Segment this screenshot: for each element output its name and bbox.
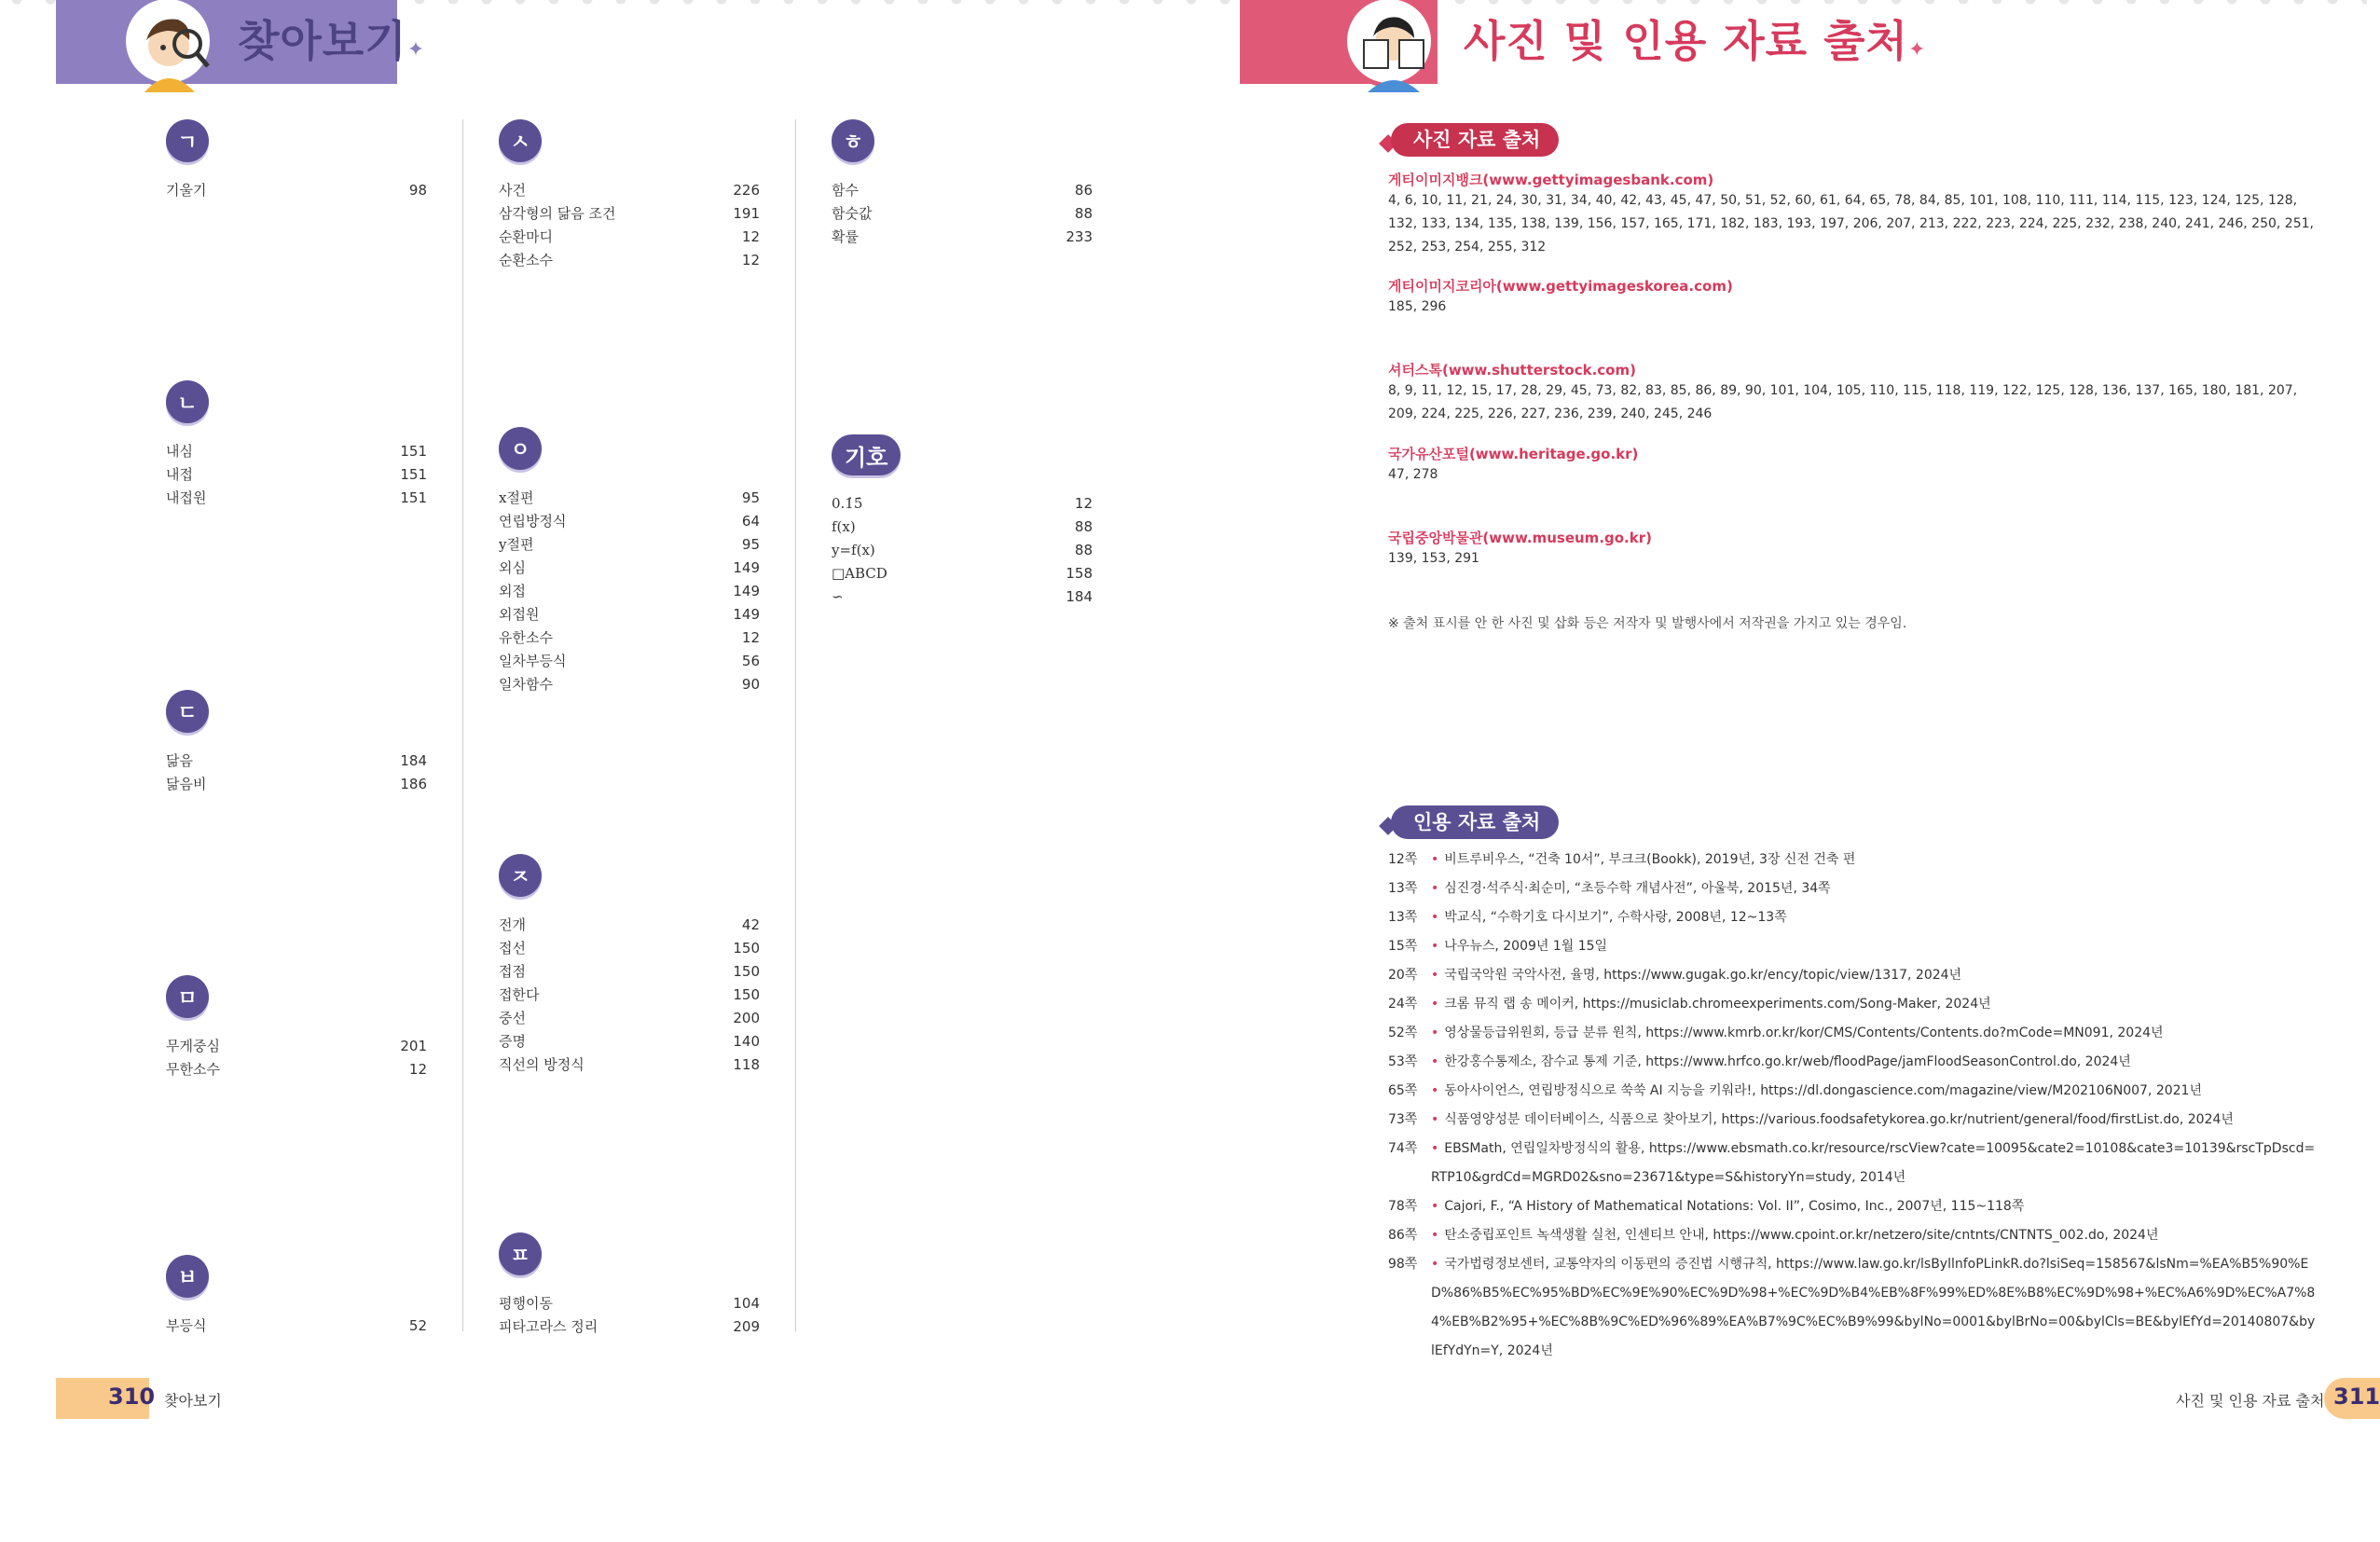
- index-term: 직선의 방정식: [499, 1056, 585, 1073]
- photo-source-name: 게티이미지코리아(www.gettyimageskorea.com): [1388, 278, 1733, 295]
- citation-list: [1388, 846, 2316, 1366]
- bullet-icon: •: [1431, 1141, 1439, 1156]
- index-entry: [499, 179, 760, 202]
- citation-page: 13쪽: [1388, 910, 1418, 925]
- citation-page: 74쪽: [1388, 1141, 1418, 1156]
- index-page-number: 104: [733, 1295, 760, 1312]
- index-section: [166, 380, 427, 510]
- index-entry: [166, 1058, 427, 1081]
- index-entry: [499, 487, 760, 510]
- index-page-number: 184: [400, 752, 427, 769]
- index-letter-badge: ㅈ: [499, 854, 542, 897]
- citation-page: 12쪽: [1388, 852, 1418, 867]
- photo-source-pages: 139, 153, 291: [1388, 551, 1479, 566]
- citation-item: [1388, 1048, 2316, 1077]
- index-term: 내접: [166, 466, 193, 483]
- citation-page: 24쪽: [1388, 997, 1418, 1012]
- index-term: 유한소수: [499, 629, 553, 646]
- index-term: y절편: [499, 536, 534, 553]
- index-entry: [499, 650, 760, 673]
- index-entry: [166, 750, 427, 773]
- bullet-icon: •: [1431, 910, 1439, 925]
- index-term: 피타고라스 정리: [499, 1318, 598, 1335]
- index-entry: [166, 1315, 427, 1338]
- index-section: [166, 690, 427, 796]
- index-entry: [832, 202, 1093, 226]
- citation-item: [1388, 990, 2316, 1019]
- photo-source: [1388, 360, 2316, 426]
- index-term: 중선: [499, 1010, 526, 1026]
- index-page-number: 12: [741, 228, 760, 245]
- bullet-icon: •: [1431, 997, 1439, 1012]
- copyright-note: ※ 출처 표시를 안 한 사진 및 삽화 등은 저작자 및 발행사에서 저작권을 가지고 있는 경우임.: [1388, 616, 1907, 631]
- index-page-number: 12: [408, 1061, 427, 1078]
- reading-character-icon: [1342, 0, 1436, 88]
- citation-text: 박교식, “수학기호 다시보기”, 수학사랑, 2008년, 12~13쪽: [1444, 910, 1787, 925]
- index-page-number: 191: [733, 205, 760, 222]
- photo-source-name: 국가유산포털(www.heritage.go.kr): [1388, 446, 1639, 462]
- citation-text: 한강홍수통제소, 잠수교 통제 기준, https://www.hrfco.go.kr/web/floodPage/jamFloodSeasonControl.do, 2024년: [1444, 1054, 2131, 1069]
- index-entry: [499, 1030, 760, 1053]
- index-term: 접한다: [499, 986, 540, 1003]
- page-title-index: 찾아보기✦: [238, 16, 426, 66]
- citation-heading-label: 인용 자료 출처: [1391, 805, 1559, 839]
- index-term: 순환소수: [499, 252, 553, 268]
- index-term: x절편: [499, 489, 534, 506]
- citation-text: 크롬 뮤직 랩 송 메이커, https://musiclab.chromeexperiments.com/Song-Maker, 2024년: [1444, 997, 1991, 1012]
- citation-text: 국가법령정보센터, 교통약자의 이동편의 증진법 시행규칙, https://www.law.go.kr/lsByllnfoPLinkR.do?lsiSeq=158567&lsNm=%EA%B5%90%ED%86%B5%EC%95%BD%EC%9E%90%EC%9D%98+%EC%9D%B4%EB%8F%99%ED%8E%B8%EC%9D%98+%EC%A6%9D%EC%A7%84%EB%B2%95+%EC%8B%9C%ED%96%89%EA%B7%9C%EC%B9%99&bylNo=0001&bylBrNo=00&bylCls=BE&bylEfYd=20140807&bylEfYdYn=Y, 2024년: [1431, 1257, 2316, 1358]
- index-page-number: 149: [733, 606, 760, 623]
- sparkle-icon: ✦: [406, 38, 426, 62]
- bullet-icon: •: [1431, 1199, 1439, 1214]
- sparkle-icon: ✦: [1907, 38, 1927, 62]
- index-section: [499, 427, 760, 696]
- photo-source-pages: 47, 278: [1388, 467, 1438, 482]
- index-term: 사건: [499, 182, 526, 199]
- index-page-number: 150: [733, 940, 760, 957]
- index-term: 전개: [499, 916, 526, 933]
- index-term: 내접원: [166, 489, 207, 506]
- citation-text: 식품영양성분 데이터베이스, 식품으로 찾아보기, https://various.foodsafetykorea.go.kr/nutrient/general/food/firstList.do, 2024년: [1444, 1112, 2234, 1127]
- citation-item: [1388, 1106, 2316, 1135]
- bullet-icon: •: [1431, 1026, 1439, 1040]
- index-term: 확률: [832, 228, 859, 245]
- index-term: y=f(x): [832, 542, 875, 558]
- index-page-number: 86: [1074, 182, 1093, 199]
- index-page-number: 64: [741, 513, 760, 530]
- index-entry: [166, 773, 427, 796]
- index-page-number: 88: [1074, 518, 1093, 535]
- index-entry: [499, 626, 760, 650]
- citation-page: 13쪽: [1388, 881, 1418, 896]
- index-entry: [499, 510, 760, 533]
- photo-source-pages: 185, 296: [1388, 299, 1447, 314]
- index-page-number: 88: [1074, 205, 1093, 222]
- index-page-number: 150: [733, 963, 760, 980]
- index-page-number: 118: [733, 1056, 760, 1073]
- index-term: 일차함수: [499, 676, 553, 693]
- index-section: [166, 975, 427, 1081]
- index-term: 연립방정식: [499, 513, 567, 530]
- citation-text: 국립국악원 국악사전, 율명, https://www.gugak.go.kr/ency/topic/view/1317, 2024년: [1444, 968, 1962, 983]
- index-entry: [499, 984, 760, 1007]
- index-page-number: 88: [1074, 542, 1093, 558]
- index-entry: [499, 1315, 760, 1339]
- index-section: [166, 119, 427, 202]
- index-section: [499, 1232, 760, 1339]
- index-letter-badge: ㄴ: [166, 380, 209, 423]
- index-term: 삼각형의 닮음 조건: [499, 205, 616, 222]
- photo-source-name: 게티이미지뱅크(www.gettyimagesbank.com): [1388, 172, 1714, 188]
- index-page-number: 52: [408, 1317, 427, 1334]
- index-page-number: 209: [733, 1318, 760, 1335]
- index-page-number: 150: [733, 986, 760, 1003]
- index-entry: [166, 179, 427, 202]
- index-page-number: 12: [741, 629, 760, 646]
- citation-text: 탄소중립포인트 녹색생활 실천, 인센티브 안내, https://www.cpoint.or.kr/netzero/site/cntnts/CNTNTS_002.do, 2024년: [1444, 1228, 2159, 1243]
- citation-page: 52쪽: [1388, 1026, 1418, 1040]
- index-entry: [499, 603, 760, 626]
- index-entry: [499, 1292, 760, 1315]
- citation-text: 영상물등급위원회, 등급 분류 원칙, https://www.kmrb.or.kr/kor/CMS/Contents/Contents.do?mCode=MN091, 2024년: [1444, 1026, 2164, 1040]
- photo-heading-label: 사진 자료 출처: [1391, 123, 1559, 157]
- index-page-number: 95: [741, 536, 760, 553]
- index-letter-badge: ㅂ: [166, 1255, 209, 1298]
- index-entry: [499, 937, 760, 960]
- photo-source-pages: 8, 9, 11, 12, 15, 17, 28, 29, 45, 73, 82, 83, 85, 86, 89, 90, 101, 104, 105, 110, 115, 118, 119, 122, 125, 128, 136, 137, 165, 180, 181, 207, 209, 224, 225, 226, 227, 236, 239, 240, 245, 246: [1388, 383, 2298, 421]
- citation-item: [1388, 1250, 2316, 1366]
- index-letter-badge: ㅁ: [166, 975, 209, 1018]
- index-page-number: 233: [1066, 228, 1093, 245]
- index-page-number: 140: [733, 1033, 760, 1050]
- index-entry: [166, 463, 427, 487]
- index-entry: [832, 179, 1093, 202]
- citation-page: 53쪽: [1388, 1054, 1418, 1069]
- bullet-icon: •: [1431, 1228, 1439, 1243]
- index-entry: [832, 226, 1093, 249]
- index-page-number: 226: [733, 182, 760, 199]
- photo-source: [1388, 444, 2316, 487]
- index-letter-badge: ㄱ: [166, 119, 209, 162]
- photo-source: [1388, 276, 2316, 319]
- index-term: 함수: [832, 182, 859, 199]
- index-entry: [499, 533, 760, 557]
- index-section: [499, 119, 760, 272]
- index-term: 기울기: [166, 182, 207, 199]
- footer-right-label: 사진 및 인용 자료 출처: [2176, 1392, 2325, 1410]
- photo-source: [1388, 528, 2316, 571]
- citation-item: [1388, 1221, 2316, 1250]
- bullet-icon: •: [1431, 881, 1439, 896]
- index-term: 순환마디: [499, 228, 553, 245]
- index-entry: [499, 202, 760, 226]
- photo-source-name: 셔터스톡(www.shutterstock.com): [1388, 362, 1636, 379]
- page-number-left: 310: [108, 1384, 156, 1410]
- citation-item: [1388, 961, 2316, 990]
- index-term: ∽: [832, 588, 844, 605]
- index-entry: [499, 1053, 760, 1077]
- index-term: 무한소수: [166, 1061, 220, 1078]
- citation-text: Cajori, F., “A History of Mathematical Notations: Vol. II”, Cosimo, Inc., 2007년, 115~118쪽: [1444, 1199, 2025, 1214]
- index-page-number: 149: [733, 559, 760, 576]
- citation-text: 나우뉴스, 2009년 1월 15일: [1444, 939, 1608, 954]
- index-entry: [499, 914, 760, 937]
- index-entry: [499, 960, 760, 984]
- citation-item: [1388, 846, 2316, 874]
- index-letter-badge: ㅅ: [499, 119, 542, 162]
- index-term: 부등식: [166, 1317, 207, 1334]
- index-term: 함숫값: [832, 205, 873, 222]
- citation-item: [1388, 932, 2316, 961]
- index-entry: [166, 1035, 427, 1058]
- citation-text: 심진경·석주식·최순미, “초등수학 개념사전”, 아울북, 2015년, 34쪽: [1444, 881, 1831, 896]
- bullet-icon: •: [1431, 1112, 1439, 1127]
- citation-page: 86쪽: [1388, 1228, 1418, 1243]
- index-term: 평행이동: [499, 1295, 553, 1312]
- index-section: [832, 119, 1093, 249]
- index-entry: [166, 440, 427, 463]
- index-term: 접점: [499, 963, 526, 980]
- citation-page: 15쪽: [1388, 939, 1418, 954]
- index-term: 0.1̇5̇: [832, 495, 863, 512]
- index-page-number: 56: [741, 653, 760, 669]
- citation-page: 98쪽: [1388, 1257, 1418, 1272]
- index-entry: [832, 539, 1093, 562]
- page-title-sources: 사진 및 인용 자료 출처✦: [1464, 16, 1927, 66]
- index-page-number: 184: [1066, 588, 1093, 605]
- index-term: 외심: [499, 559, 526, 576]
- index-entry: [499, 1007, 760, 1030]
- index-page-number: 98: [408, 182, 427, 199]
- bullet-icon: •: [1431, 939, 1439, 954]
- index-entry: [499, 249, 760, 272]
- photo-source-name: 국립중앙박물관(www.museum.go.kr): [1388, 530, 1652, 546]
- bullet-icon: •: [1431, 1083, 1439, 1098]
- index-term: f(x): [832, 518, 856, 535]
- index-entry: [832, 562, 1093, 585]
- index-term: 외접: [499, 583, 526, 599]
- footer-left-label: 찾아보기: [164, 1392, 222, 1410]
- index-entry: [832, 585, 1093, 609]
- index-term: 접선: [499, 940, 526, 957]
- citation-item: [1388, 1019, 2316, 1048]
- index-page-number: 12: [1074, 495, 1093, 512]
- index-letter-badge: ㅎ: [832, 119, 874, 162]
- citation-text: EBSMath, 연립일차방정식의 활용, https://www.ebsmath.co.kr/resource/rscView?cate=10095&cate2=10108&cate3=10139&rscTpDscd=RTP10&grdCd=MGRD02&sno=23671&type=S&historyYn=study, 2014년: [1431, 1141, 2316, 1185]
- index-page-number: 186: [400, 776, 427, 792]
- index-term: 내심: [166, 443, 193, 460]
- index-term: 일차부등식: [499, 653, 567, 669]
- index-entry: [499, 557, 760, 580]
- photo-source-pages: 4, 6, 10, 11, 21, 24, 30, 31, 34, 40, 42, 43, 45, 47, 50, 51, 52, 60, 61, 64, 65, 78, 84, 85, 101, 108, 110, 111, 114, 115, 123, 124, 125, 128, 132, 133, 134, 135, 138, 139, 156, 157, 165, 171, 182, 183, 193, 197, 206, 207, 213, 222, 223, 224, 225, 232, 238, 240, 241, 246, 250, 251, 252, 253, 254, 255, 312: [1388, 193, 2314, 255]
- index-entry: [166, 487, 427, 510]
- bullet-icon: •: [1431, 1257, 1439, 1272]
- citation-item: [1388, 1077, 2316, 1106]
- index-page-number: 151: [400, 489, 427, 506]
- index-page-number: 42: [741, 916, 760, 933]
- index-entry: [499, 580, 760, 603]
- index-entry: [832, 492, 1093, 516]
- index-page-number: 200: [733, 1010, 760, 1026]
- citation-item: [1388, 874, 2316, 903]
- citation-page: 73쪽: [1388, 1112, 1418, 1127]
- index-term: 무게중심: [166, 1038, 220, 1054]
- index-term: □ABCD: [832, 565, 887, 582]
- column-divider: [795, 119, 796, 1331]
- index-page-number: 12: [741, 252, 760, 268]
- bullet-icon: •: [1431, 1054, 1439, 1069]
- index-page-number: 151: [400, 443, 427, 460]
- index-page-number: 151: [400, 466, 427, 483]
- index-section: [166, 1255, 427, 1338]
- index-page-number: 90: [741, 676, 760, 693]
- citation-page: 65쪽: [1388, 1083, 1418, 1098]
- index-section: [832, 434, 1093, 609]
- bullet-icon: •: [1431, 968, 1439, 983]
- index-entry: [499, 673, 760, 696]
- bullet-icon: •: [1431, 852, 1439, 867]
- page-number-right: 311: [2333, 1384, 2380, 1410]
- index-term: 증명: [499, 1033, 526, 1050]
- index-letter-badge: 기호: [832, 434, 901, 475]
- index-entry: [499, 226, 760, 249]
- citation-text: 비트루비우스, “건축 10서”, 부크크(Bookk), 2019년, 3장 신전 건축 편: [1444, 852, 1856, 867]
- index-section: [499, 854, 760, 1077]
- index-page-number: 95: [741, 489, 760, 506]
- citation-page: 20쪽: [1388, 968, 1418, 983]
- citation-item: [1388, 1135, 2316, 1192]
- index-letter-badge: ㅇ: [499, 427, 542, 470]
- index-letter-badge: ㄷ: [166, 690, 209, 733]
- index-term: 닮음: [166, 752, 193, 769]
- index-term: 닮음비: [166, 776, 207, 792]
- citation-page: 78쪽: [1388, 1199, 1418, 1214]
- photo-source: [1388, 170, 2316, 259]
- magnifier-character-icon: [121, 0, 214, 88]
- index-page-number: 149: [733, 583, 760, 599]
- citation-item: [1388, 1192, 2316, 1221]
- index-page-number: 201: [400, 1038, 427, 1054]
- citation-item: [1388, 903, 2316, 932]
- index-entry: [832, 516, 1093, 539]
- index-term: 외접원: [499, 606, 540, 623]
- column-divider: [462, 119, 463, 1331]
- index-letter-badge: ㅍ: [499, 1232, 542, 1275]
- index-page-number: 158: [1066, 565, 1093, 582]
- citation-text: 동아사이언스, 연립방정식으로 쑥쑥 AI 지능을 키워라!, https://dl.dongascience.com/magazine/view/M202106N007, 2021년: [1444, 1083, 2202, 1098]
